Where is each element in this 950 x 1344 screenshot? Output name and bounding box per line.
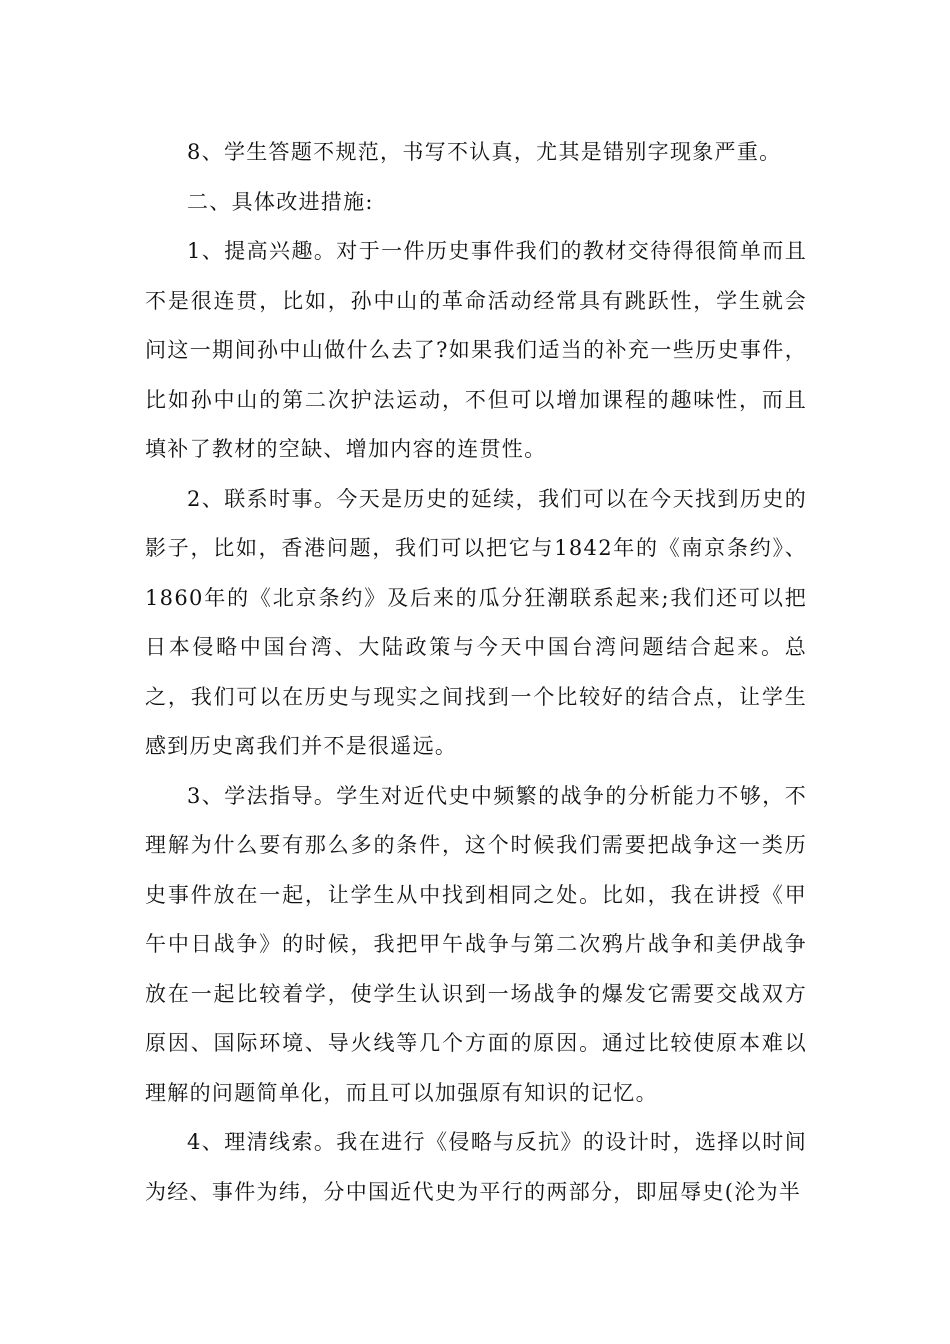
document-body [145,128,807,1217]
paragraph-current-events: 2、联系时事。今天是历史的延续，我们可以在今天找到历史的影子，比如，香港问题，我们可以把它与1842年的《南京条约》、1860年的《北京条约》及后来的瓜分狂潮联系起来;我们还可以把日本侵略中国台湾、大陆政策与今天中国台湾问题结合起来。总之，我们可以在历史与现实之间找到一个比较好的结合点，让学生感到历史离我们并不是很遥远。 [145,486,807,758]
paragraph-item-8: 8、学生答题不规范，书写不认真，尤其是错别字现象严重。 [187,140,782,164]
paragraph-raise-interest: 1、提高兴趣。对于一件历史事件我们的教材交待得很简单而且不是很连贯，比如，孙中山的革命活动经常具有跳跃性，学生就会问这一期间孙中山做什么去了?如果我们适当的补充一些历史事件，比如孙中山的第二次护法运动，不但可以增加课程的趣味性，而且填补了教材的空缺、增加内容的连贯性。 [145,239,807,461]
paragraph-study-method: 3、学法指导。学生对近代史中频繁的战争的分析能力不够，不理解为什么要有那么多的条件，这个时候我们需要把战争这一类历史事件放在一起，让学生从中找到相同之处。比如，我在讲授《甲午中日战争》的时候，我把甲午战争与第二次鸦片战争和美伊战争放在一起比较着学，使学生认识到一场战争的爆发它需要交战双方原因、国际环境、导火线等几个方面的原因。通过比较使原本难以理解的问题简单化，而且可以加强原有知识的记忆。 [145,783,807,1105]
paragraph-clarify-clues: 4、理清线索。我在进行《侵略与反抗》的设计时，选择以时间为经、事件为纬，分中国近代史为平行的两部分，即屈辱史(沦为半 [145,1130,807,1204]
section-heading-improvement-measures: 二、具体改进措施: [187,189,374,214]
